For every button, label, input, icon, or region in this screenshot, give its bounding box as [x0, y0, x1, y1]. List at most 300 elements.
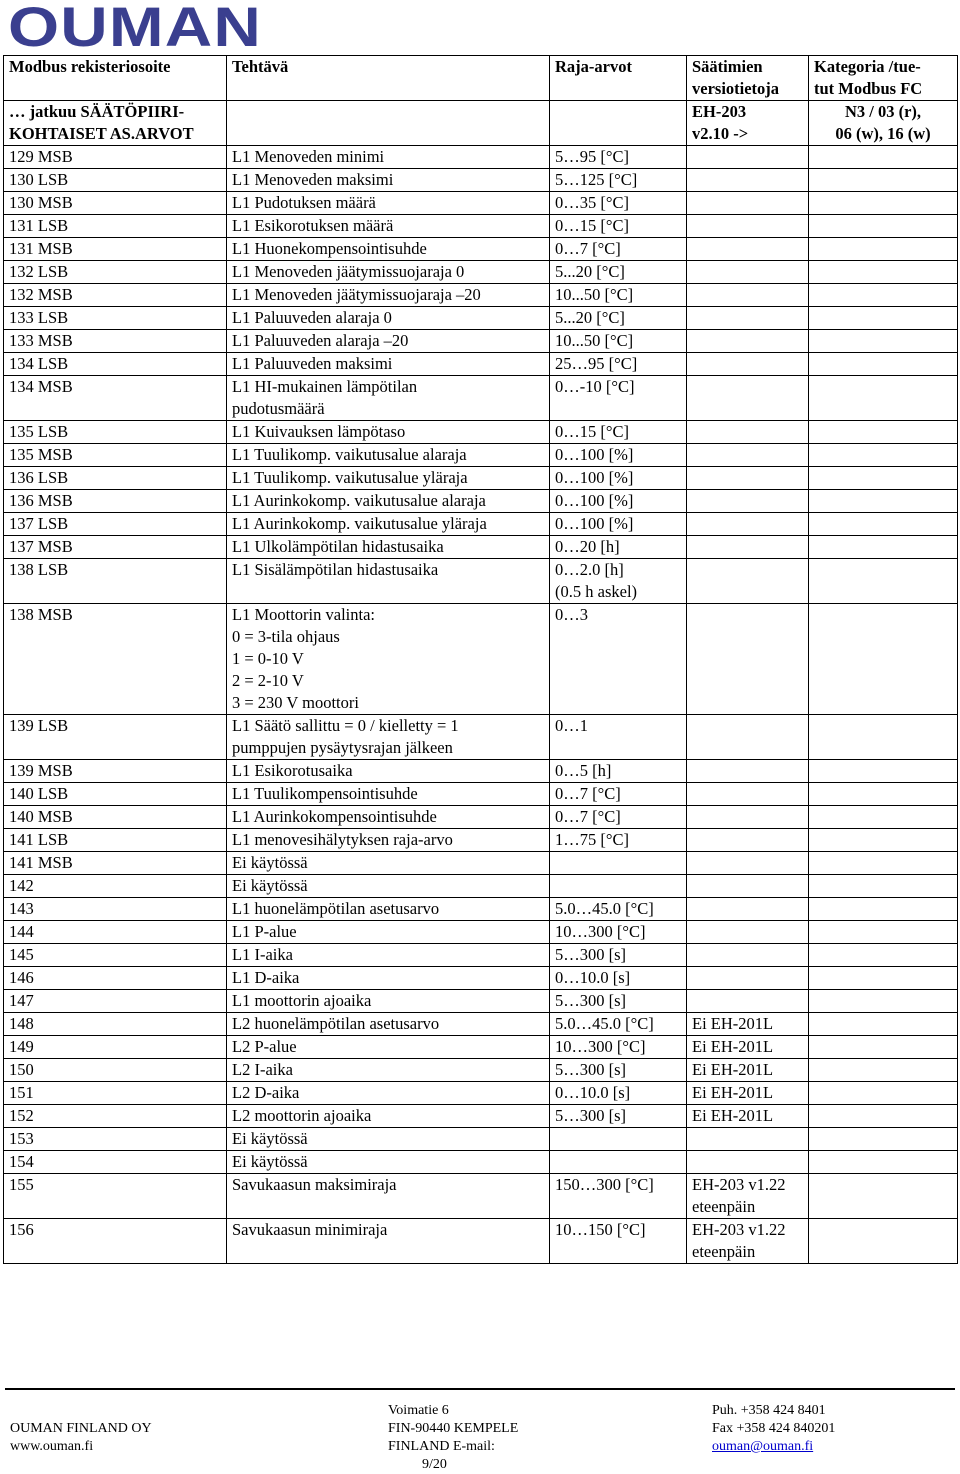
- table-row: [4, 760, 958, 783]
- register-version: [687, 238, 809, 261]
- register-range: [550, 1036, 687, 1059]
- register-address: 130 LSB: [4, 169, 227, 192]
- register-version: [687, 284, 809, 307]
- register-task: [227, 238, 550, 261]
- register-task-line: L1 Huonekompensointisuhde: [232, 239, 427, 258]
- header-version-line: Säätimien: [692, 57, 763, 76]
- register-range-line: 25…95 [°C]: [555, 354, 638, 373]
- register-task: [227, 261, 550, 284]
- register-range-line: 5.0…45.0 [°C]: [555, 1014, 654, 1033]
- register-version: [687, 490, 809, 513]
- register-task: [227, 1219, 550, 1264]
- register-range: [550, 1082, 687, 1105]
- table-row: [4, 783, 958, 806]
- register-address: 154: [4, 1151, 227, 1174]
- register-address: 134 MSB: [4, 376, 227, 421]
- register-version: [687, 921, 809, 944]
- register-range-line: 0…35 [°C]: [555, 193, 629, 212]
- table-row: [4, 536, 958, 559]
- register-task-line: L1 Paluuveden alaraja –20: [232, 331, 409, 350]
- register-address: 129 MSB: [4, 146, 227, 169]
- register-version: [687, 146, 809, 169]
- register-category: [809, 1082, 958, 1105]
- register-range-line: 0…7 [°C]: [555, 807, 621, 826]
- register-category: [809, 1219, 958, 1264]
- header-category: [809, 56, 958, 101]
- register-task: [227, 444, 550, 467]
- register-address: 133 LSB: [4, 307, 227, 330]
- register-address: 137 LSB: [4, 513, 227, 536]
- register-range: [550, 353, 687, 376]
- table-row: [4, 1219, 958, 1264]
- register-task: [227, 353, 550, 376]
- register-address: 141 LSB: [4, 829, 227, 852]
- subheader-row: [4, 101, 958, 146]
- register-category: [809, 376, 958, 421]
- register-address: 152: [4, 1105, 227, 1128]
- register-version: [687, 604, 809, 715]
- register-version-line: Ei EH-201L: [692, 1106, 774, 1125]
- modbus-register-table: [3, 55, 958, 1264]
- register-range-line: 0…5 [h]: [555, 761, 612, 780]
- register-address: 153: [4, 1128, 227, 1151]
- register-range: [550, 1059, 687, 1082]
- register-category: [809, 215, 958, 238]
- page-footer: [0, 1388, 960, 1470]
- register-version: [687, 1105, 809, 1128]
- footer-contact: [712, 1402, 835, 1456]
- register-range-line: 5…95 [°C]: [555, 147, 629, 166]
- register-task-line: L1 Esikorotusaika: [232, 761, 353, 780]
- register-task: [227, 146, 550, 169]
- register-address: 136 MSB: [4, 490, 227, 513]
- register-version: [687, 990, 809, 1013]
- register-task: [227, 921, 550, 944]
- register-address: 136 LSB: [4, 467, 227, 490]
- register-task: [227, 760, 550, 783]
- register-task-line: L1 Menoveden maksimi: [232, 170, 394, 189]
- register-category: [809, 829, 958, 852]
- fax-number: Fax +358 424 840201: [712, 1421, 836, 1436]
- table-row: [4, 715, 958, 760]
- table-row: [4, 1059, 958, 1082]
- register-range: [550, 604, 687, 715]
- table-row: [4, 444, 958, 467]
- register-task: [227, 1174, 550, 1219]
- subheader-category: [809, 101, 958, 146]
- register-category: [809, 513, 958, 536]
- register-task-line: 3 = 230 V moottori: [232, 693, 359, 712]
- register-range: [550, 875, 687, 898]
- table-row: [4, 875, 958, 898]
- register-task: [227, 875, 550, 898]
- address-line: FINLAND E-mail:: [388, 1439, 495, 1454]
- register-task-line: L1 HI-mukainen lämpötilan: [232, 377, 418, 396]
- register-category: [809, 536, 958, 559]
- register-range-line: 0…3: [555, 605, 588, 624]
- register-range-line: 5...20 [°C]: [555, 262, 625, 281]
- register-range: [550, 1105, 687, 1128]
- section-title-line: … jatkuu SÄÄTÖPIIRI-: [9, 102, 185, 121]
- table-row: [4, 169, 958, 192]
- register-version: [687, 783, 809, 806]
- register-range: [550, 421, 687, 444]
- register-task-line: L1 Aurinkokomp. vaikutusalue yläraja: [232, 514, 487, 533]
- register-task-line: L1 Tuulikomp. vaikutusalue alaraja: [232, 445, 467, 464]
- register-version: [687, 261, 809, 284]
- register-range: [550, 715, 687, 760]
- register-task: [227, 490, 550, 513]
- register-address: 140 LSB: [4, 783, 227, 806]
- table-row: [4, 1013, 958, 1036]
- register-address: 135 MSB: [4, 444, 227, 467]
- register-task: [227, 169, 550, 192]
- register-range-line: 10…150 [°C]: [555, 1220, 646, 1239]
- subheader-version-line: EH-203: [692, 102, 747, 121]
- register-task: [227, 990, 550, 1013]
- register-category: [809, 421, 958, 444]
- register-task-line: L2 D-aika: [232, 1083, 300, 1102]
- register-range: [550, 944, 687, 967]
- register-task-line: pumppujen pysäytysrajan jälkeen: [232, 738, 453, 757]
- register-task-line: L1 Tuulikompensointisuhde: [232, 784, 418, 803]
- register-address: 134 LSB: [4, 353, 227, 376]
- register-task: [227, 898, 550, 921]
- register-version: [687, 513, 809, 536]
- register-range: [550, 898, 687, 921]
- register-range-line: 150…300 [°C]: [555, 1175, 654, 1194]
- register-category: [809, 490, 958, 513]
- register-address: 146: [4, 967, 227, 990]
- table-row: [4, 990, 958, 1013]
- register-range-line: 0…100 [%]: [555, 514, 634, 533]
- table-row: [4, 921, 958, 944]
- register-range: [550, 215, 687, 238]
- register-version: [687, 967, 809, 990]
- register-range-line: 0…100 [%]: [555, 491, 634, 510]
- register-task-line: 2 = 2-10 V: [232, 671, 304, 690]
- register-version: [687, 875, 809, 898]
- register-address: 139 LSB: [4, 715, 227, 760]
- register-version: [687, 559, 809, 604]
- register-task-line: L1 huonelämpötilan asetusarvo: [232, 899, 440, 918]
- register-address: 133 MSB: [4, 330, 227, 353]
- table-row: [4, 330, 958, 353]
- register-task-line: L1 Paluuveden alaraja 0: [232, 308, 392, 327]
- register-version: [687, 806, 809, 829]
- table-row: [4, 376, 958, 421]
- register-category: [809, 760, 958, 783]
- subheader-version: [687, 101, 809, 146]
- register-address: 150: [4, 1059, 227, 1082]
- register-address: 151: [4, 1082, 227, 1105]
- register-range-line: 0…15 [°C]: [555, 422, 629, 441]
- register-range: [550, 852, 687, 875]
- table-row: [4, 238, 958, 261]
- register-category: [809, 192, 958, 215]
- register-task: [227, 783, 550, 806]
- register-version: [687, 536, 809, 559]
- register-version: [687, 1174, 809, 1219]
- register-version: [687, 192, 809, 215]
- register-range-line: 10…300 [°C]: [555, 922, 646, 941]
- address-line: Voimatie 6: [388, 1403, 449, 1418]
- header-address: Modbus rekisteriosoite: [4, 56, 227, 101]
- table-row: [4, 421, 958, 444]
- register-task-line: L2 moottorin ajoaika: [232, 1106, 372, 1125]
- register-version: [687, 467, 809, 490]
- register-range-line: 10…300 [°C]: [555, 1037, 646, 1056]
- register-version: [687, 944, 809, 967]
- register-version-line: Ei EH-201L: [692, 1037, 774, 1056]
- register-category: [809, 169, 958, 192]
- register-task-line: 0 = 3-tila ohjaus: [232, 627, 340, 646]
- register-task: [227, 307, 550, 330]
- register-version: [687, 852, 809, 875]
- register-address: 131 MSB: [4, 238, 227, 261]
- register-task-line: Savukaasun minimiraja: [232, 1220, 388, 1239]
- register-task-line: L1 I-aika: [232, 945, 293, 964]
- register-version: [687, 330, 809, 353]
- register-task: [227, 967, 550, 990]
- table-row: [4, 192, 958, 215]
- register-task: [227, 1128, 550, 1151]
- register-task-line: pudotusmäärä: [232, 399, 325, 418]
- register-task: [227, 944, 550, 967]
- register-range: [550, 967, 687, 990]
- register-range: [550, 238, 687, 261]
- register-address: 148: [4, 1013, 227, 1036]
- register-range-line: 0…100 [%]: [555, 445, 634, 464]
- table-row: [4, 513, 958, 536]
- register-range-line: 0…10.0 [s]: [555, 968, 631, 987]
- table-row: [4, 284, 958, 307]
- register-version-line: eteenpäin: [692, 1242, 756, 1261]
- register-version: [687, 1151, 809, 1174]
- register-address: 135 LSB: [4, 421, 227, 444]
- register-task-line: L1 Menoveden jäätymissuojaraja 0: [232, 262, 465, 281]
- register-address: 155: [4, 1174, 227, 1219]
- register-category: [809, 467, 958, 490]
- register-range: [550, 1174, 687, 1219]
- logo-text: OUMAN: [8, 0, 262, 52]
- register-version: [687, 715, 809, 760]
- register-range-line: 5…300 [s]: [555, 1106, 627, 1125]
- table-row: [4, 490, 958, 513]
- register-task: [227, 806, 550, 829]
- register-version: [687, 169, 809, 192]
- register-task: [227, 513, 550, 536]
- address-line: FIN-90440 KEMPELE: [388, 1421, 519, 1436]
- register-version: [687, 1059, 809, 1082]
- register-category: [809, 944, 958, 967]
- register-version-line: EH-203 v1.22: [692, 1175, 786, 1194]
- register-range: [550, 829, 687, 852]
- register-version: [687, 1036, 809, 1059]
- register-category: [809, 806, 958, 829]
- header-category-line: Kategoria /tue-: [814, 57, 921, 76]
- register-task-line: L1 Sisälämpötilan hidastusaika: [232, 560, 439, 579]
- register-task-line: L2 huonelämpötilan asetusarvo: [232, 1014, 440, 1033]
- header-version-line: versiotietoja: [692, 79, 780, 98]
- register-address: 145: [4, 944, 227, 967]
- register-task-line: Ei käytössä: [232, 853, 308, 872]
- register-range: [550, 783, 687, 806]
- register-range: [550, 1128, 687, 1151]
- register-range-line: 10...50 [°C]: [555, 285, 634, 304]
- register-task-line: Ei käytössä: [232, 1152, 308, 1171]
- register-address: 132 MSB: [4, 284, 227, 307]
- table-row: [4, 944, 958, 967]
- register-task: [227, 1151, 550, 1174]
- register-task-line: L1 Ulkolämpötilan hidastusaika: [232, 537, 444, 556]
- table-row: [4, 1151, 958, 1174]
- register-address: 140 MSB: [4, 806, 227, 829]
- register-range-line: 0…1: [555, 716, 588, 735]
- register-range: [550, 444, 687, 467]
- register-task-line: L1 Menoveden minimi: [232, 147, 385, 166]
- register-task-line: L1 menovesihälytyksen raja-arvo: [232, 830, 453, 849]
- register-task-line: L1 Paluuveden maksimi: [232, 354, 393, 373]
- subheader-empty: [227, 101, 550, 146]
- register-task: [227, 536, 550, 559]
- register-version-line: eteenpäin: [692, 1197, 756, 1216]
- register-task: [227, 330, 550, 353]
- register-task-line: L1 D-aika: [232, 968, 300, 987]
- register-task-line: Savukaasun maksimiraja: [232, 1175, 397, 1194]
- register-range: [550, 146, 687, 169]
- subheader-empty: [550, 101, 687, 146]
- register-range: [550, 1151, 687, 1174]
- section-title-line: KOHTAISET AS.ARVOT: [9, 124, 194, 143]
- register-address: 139 MSB: [4, 760, 227, 783]
- register-task-line: 1 = 0-10 V: [232, 649, 304, 668]
- register-version: [687, 1013, 809, 1036]
- register-version: [687, 307, 809, 330]
- register-version-line: Ei EH-201L: [692, 1014, 774, 1033]
- email-link[interactable]: ouman@ouman.fi: [712, 1439, 814, 1454]
- table-row: [4, 1128, 958, 1151]
- register-range: [550, 284, 687, 307]
- register-range-line: 1…75 [°C]: [555, 830, 629, 849]
- register-category: [809, 967, 958, 990]
- register-version: [687, 1128, 809, 1151]
- register-address: 141 MSB: [4, 852, 227, 875]
- subheader-version-line: v2.10 ->: [692, 124, 749, 143]
- register-task-line: L1 Pudotuksen määrä: [232, 193, 376, 212]
- register-task: [227, 1082, 550, 1105]
- register-range-line: 0…10.0 [s]: [555, 1083, 631, 1102]
- footer-company: [10, 1420, 152, 1456]
- header-range: Raja-arvot: [550, 56, 687, 101]
- table-row: [4, 967, 958, 990]
- table-row: [4, 1082, 958, 1105]
- section-title: [4, 101, 227, 146]
- table-row: [4, 1174, 958, 1219]
- table-row: [4, 1036, 958, 1059]
- register-range-line: 0…7 [°C]: [555, 784, 621, 803]
- register-range: [550, 760, 687, 783]
- register-range: [550, 307, 687, 330]
- register-range-line: 5...20 [°C]: [555, 308, 625, 327]
- register-task-line: L1 Aurinkokomp. vaikutusalue alaraja: [232, 491, 486, 510]
- register-range: [550, 536, 687, 559]
- register-task-line: L2 I-aika: [232, 1060, 293, 1079]
- register-task-line: L1 P-alue: [232, 922, 297, 941]
- register-version-line: EH-203 v1.22: [692, 1220, 786, 1239]
- table-row: [4, 806, 958, 829]
- header-task: Tehtävä: [227, 56, 550, 101]
- register-range-line: 0…20 [h]: [555, 537, 620, 556]
- register-range: [550, 376, 687, 421]
- register-task-line: L1 Tuulikomp. vaikutusalue yläraja: [232, 468, 468, 487]
- register-version: [687, 760, 809, 783]
- table-row: [4, 604, 958, 715]
- register-range: [550, 467, 687, 490]
- register-task: [227, 467, 550, 490]
- register-range: [550, 990, 687, 1013]
- register-address: 132 LSB: [4, 261, 227, 284]
- table-row: [4, 829, 958, 852]
- register-category: [809, 284, 958, 307]
- register-task: [227, 1105, 550, 1128]
- table-row: [4, 559, 958, 604]
- table-row: [4, 852, 958, 875]
- table-row: [4, 146, 958, 169]
- register-address: 144: [4, 921, 227, 944]
- register-range: [550, 261, 687, 284]
- register-range-line: 0…-10 [°C]: [555, 377, 635, 396]
- register-task: [227, 421, 550, 444]
- table-row: [4, 467, 958, 490]
- register-task: [227, 852, 550, 875]
- register-category: [809, 146, 958, 169]
- register-category: [809, 1128, 958, 1151]
- page-number: 9/20: [422, 1457, 447, 1472]
- register-range: [550, 513, 687, 536]
- register-version: [687, 898, 809, 921]
- register-version-line: Ei EH-201L: [692, 1083, 774, 1102]
- register-category: [809, 1036, 958, 1059]
- register-version: [687, 1082, 809, 1105]
- register-range: [550, 921, 687, 944]
- register-address: 142: [4, 875, 227, 898]
- register-task: [227, 284, 550, 307]
- register-task-line: L1 Esikorotuksen määrä: [232, 216, 394, 235]
- register-task: [227, 215, 550, 238]
- register-version-line: Ei EH-201L: [692, 1060, 774, 1079]
- register-task-line: L1 Menoveden jäätymissuojaraja –20: [232, 285, 481, 304]
- register-range: [550, 806, 687, 829]
- table-row: [4, 307, 958, 330]
- footer-address: [388, 1402, 518, 1474]
- register-address: 138 LSB: [4, 559, 227, 604]
- register-category: [809, 1151, 958, 1174]
- register-task-line: L2 P-alue: [232, 1037, 297, 1056]
- register-task: [227, 376, 550, 421]
- register-category: [809, 990, 958, 1013]
- register-address: 138 MSB: [4, 604, 227, 715]
- company-website[interactable]: www.ouman.fi: [10, 1439, 94, 1454]
- table-row: [4, 261, 958, 284]
- register-range-line: (0.5 h askel): [555, 582, 638, 601]
- register-category: [809, 1013, 958, 1036]
- header-version: [687, 56, 809, 101]
- register-task-line: L1 Säätö sallittu = 0 / kielletty = 1: [232, 716, 459, 735]
- register-range-line: 5…300 [s]: [555, 991, 627, 1010]
- register-task-line: L1 Kuivauksen lämpötaso: [232, 422, 406, 441]
- register-category: [809, 604, 958, 715]
